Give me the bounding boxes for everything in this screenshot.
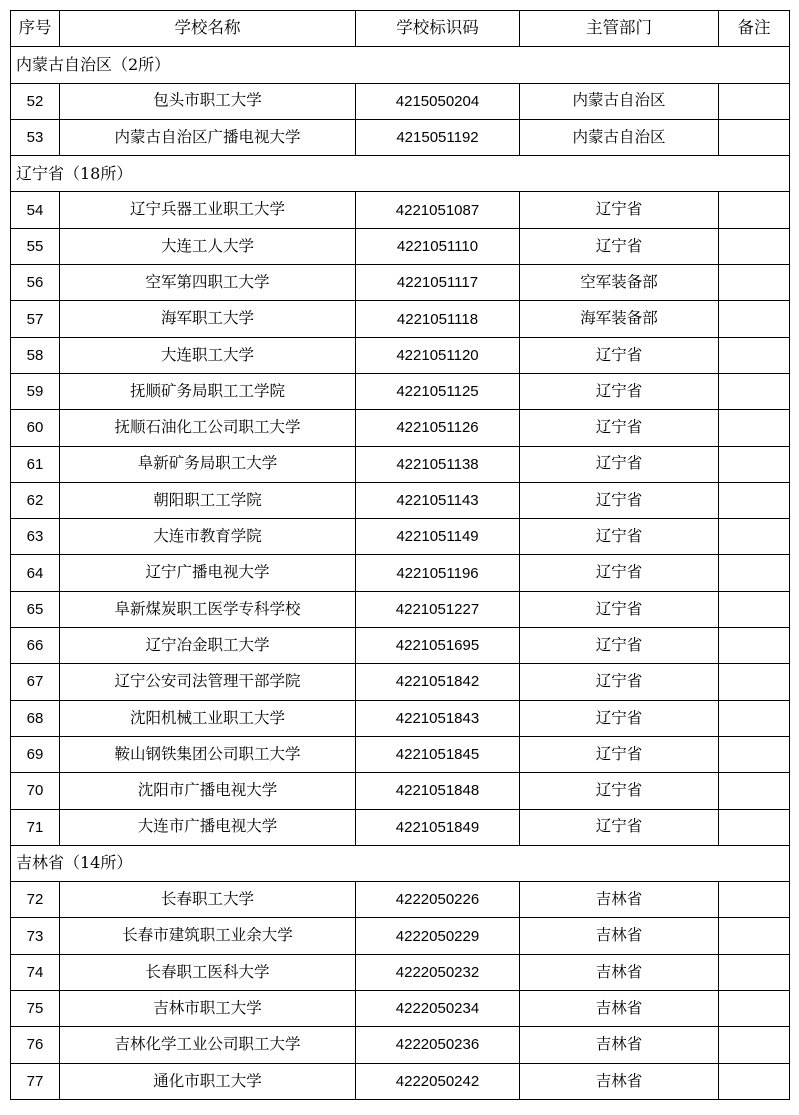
header-note: 备注 [719, 11, 790, 47]
cell-seq: 63 [11, 519, 60, 555]
table-row [11, 555, 790, 591]
cell-school-name: 大连职工大学 [60, 337, 356, 373]
cell-school-code: 4221051125 [356, 373, 520, 409]
table-body [11, 47, 790, 1100]
header-row [11, 11, 790, 47]
cell-department: 吉林省 [520, 918, 719, 954]
cell-note [719, 301, 790, 337]
cell-school-name: 长春职工医科大学 [60, 954, 356, 990]
table-row [11, 83, 790, 119]
cell-school-name: 大连工人大学 [60, 228, 356, 264]
table-row [11, 882, 790, 918]
group-row [11, 156, 790, 192]
cell-department: 空军装备部 [520, 265, 719, 301]
cell-school-name: 阜新矿务局职工大学 [60, 446, 356, 482]
table-row [11, 228, 790, 264]
cell-department: 吉林省 [520, 991, 719, 1027]
cell-note [719, 628, 790, 664]
cell-school-code: 4221051849 [356, 809, 520, 845]
cell-school-name: 鞍山钢铁集团公司职工大学 [60, 736, 356, 772]
cell-school-code: 4222050234 [356, 991, 520, 1027]
header-department: 主管部门 [520, 11, 719, 47]
cell-department: 辽宁省 [520, 628, 719, 664]
cell-school-code: 4215050204 [356, 83, 520, 119]
cell-school-name: 沈阳市广播电视大学 [60, 773, 356, 809]
cell-department: 辽宁省 [520, 773, 719, 809]
cell-seq: 67 [11, 664, 60, 700]
cell-school-code: 4221051120 [356, 337, 520, 373]
cell-school-name: 吉林化学工业公司职工大学 [60, 1027, 356, 1063]
cell-school-name: 辽宁公安司法管理干部学院 [60, 664, 356, 700]
cell-seq: 76 [11, 1027, 60, 1063]
cell-school-name: 吉林市职工大学 [60, 991, 356, 1027]
cell-school-code: 4221051843 [356, 700, 520, 736]
cell-note [719, 410, 790, 446]
cell-department: 吉林省 [520, 1063, 719, 1099]
table-row [11, 192, 790, 228]
cell-note [719, 482, 790, 518]
cell-department: 海军装备部 [520, 301, 719, 337]
cell-note [719, 664, 790, 700]
cell-school-code: 4221051227 [356, 591, 520, 627]
cell-note [719, 119, 790, 155]
table-row [11, 628, 790, 664]
cell-school-name: 大连市广播电视大学 [60, 809, 356, 845]
cell-school-name: 辽宁冶金职工大学 [60, 628, 356, 664]
cell-seq: 65 [11, 591, 60, 627]
cell-department: 辽宁省 [520, 664, 719, 700]
cell-seq: 60 [11, 410, 60, 446]
table-row [11, 482, 790, 518]
cell-note [719, 192, 790, 228]
table-row [11, 301, 790, 337]
table-row [11, 446, 790, 482]
cell-seq: 59 [11, 373, 60, 409]
cell-note [719, 1027, 790, 1063]
cell-department: 辽宁省 [520, 809, 719, 845]
table-row [11, 773, 790, 809]
header-seq: 序号 [11, 11, 60, 47]
cell-seq: 57 [11, 301, 60, 337]
cell-seq: 61 [11, 446, 60, 482]
table-row [11, 809, 790, 845]
cell-note [719, 265, 790, 301]
cell-school-name: 长春市建筑职工业余大学 [60, 918, 356, 954]
cell-seq: 77 [11, 1063, 60, 1099]
cell-school-code: 4221051110 [356, 228, 520, 264]
cell-seq: 71 [11, 809, 60, 845]
cell-school-code: 4215051192 [356, 119, 520, 155]
cell-seq: 56 [11, 265, 60, 301]
cell-department: 辽宁省 [520, 555, 719, 591]
cell-note [719, 555, 790, 591]
table-row [11, 410, 790, 446]
table-row [11, 991, 790, 1027]
cell-school-name: 朝阳职工工学院 [60, 482, 356, 518]
cell-school-code: 4221051138 [356, 446, 520, 482]
cell-department: 辽宁省 [520, 736, 719, 772]
header-school-name: 学校名称 [60, 11, 356, 47]
cell-note [719, 446, 790, 482]
table-row [11, 265, 790, 301]
cell-school-code: 4221051149 [356, 519, 520, 555]
cell-school-name: 辽宁兵器工业职工大学 [60, 192, 356, 228]
group-title: 吉林省（14所） [11, 845, 790, 881]
cell-note [719, 591, 790, 627]
cell-school-code: 4222050229 [356, 918, 520, 954]
cell-school-name: 阜新煤炭职工医学专科学校 [60, 591, 356, 627]
cell-school-name: 海军职工大学 [60, 301, 356, 337]
cell-department: 辽宁省 [520, 228, 719, 264]
table-row [11, 373, 790, 409]
cell-school-name: 大连市教育学院 [60, 519, 356, 555]
cell-school-code: 4222050242 [356, 1063, 520, 1099]
cell-school-name: 辽宁广播电视大学 [60, 555, 356, 591]
cell-school-name: 通化市职工大学 [60, 1063, 356, 1099]
cell-seq: 64 [11, 555, 60, 591]
cell-department: 辽宁省 [520, 700, 719, 736]
cell-seq: 73 [11, 918, 60, 954]
cell-note [719, 337, 790, 373]
group-row [11, 47, 790, 83]
cell-department: 辽宁省 [520, 482, 719, 518]
cell-school-code: 4222050236 [356, 1027, 520, 1063]
table-row [11, 700, 790, 736]
table-row [11, 954, 790, 990]
cell-school-code: 4221051695 [356, 628, 520, 664]
cell-note [719, 954, 790, 990]
table-row [11, 736, 790, 772]
table-row [11, 337, 790, 373]
cell-school-code: 4221051126 [356, 410, 520, 446]
cell-school-name: 抚顺矿务局职工工学院 [60, 373, 356, 409]
school-list-table [10, 10, 790, 1100]
cell-note [719, 991, 790, 1027]
cell-school-code: 4221051118 [356, 301, 520, 337]
cell-department: 辽宁省 [520, 519, 719, 555]
cell-department: 辽宁省 [520, 446, 719, 482]
cell-school-name: 空军第四职工大学 [60, 265, 356, 301]
cell-seq: 74 [11, 954, 60, 990]
group-row [11, 845, 790, 881]
cell-school-name: 抚顺石油化工公司职工大学 [60, 410, 356, 446]
cell-seq: 66 [11, 628, 60, 664]
header-school-code: 学校标识码 [356, 11, 520, 47]
cell-note [719, 83, 790, 119]
group-title: 辽宁省（18所） [11, 156, 790, 192]
cell-note [719, 228, 790, 264]
cell-department: 辽宁省 [520, 192, 719, 228]
cell-note [719, 809, 790, 845]
cell-note [719, 882, 790, 918]
cell-seq: 52 [11, 83, 60, 119]
cell-school-code: 4222050226 [356, 882, 520, 918]
cell-seq: 62 [11, 482, 60, 518]
cell-seq: 54 [11, 192, 60, 228]
cell-department: 辽宁省 [520, 373, 719, 409]
table-row [11, 664, 790, 700]
cell-department: 辽宁省 [520, 337, 719, 373]
cell-seq: 55 [11, 228, 60, 264]
cell-seq: 53 [11, 119, 60, 155]
cell-note [719, 736, 790, 772]
cell-department: 内蒙古自治区 [520, 119, 719, 155]
cell-school-code: 4221051087 [356, 192, 520, 228]
cell-note [719, 519, 790, 555]
cell-school-code: 4221051196 [356, 555, 520, 591]
cell-seq: 70 [11, 773, 60, 809]
cell-note [719, 1063, 790, 1099]
cell-department: 辽宁省 [520, 410, 719, 446]
cell-school-name: 沈阳机械工业职工大学 [60, 700, 356, 736]
table-row [11, 1027, 790, 1063]
cell-school-code: 4221051848 [356, 773, 520, 809]
cell-seq: 72 [11, 882, 60, 918]
table-row [11, 591, 790, 627]
cell-seq: 75 [11, 991, 60, 1027]
cell-department: 吉林省 [520, 1027, 719, 1063]
group-title: 内蒙古自治区（2所） [11, 47, 790, 83]
cell-school-code: 4221051117 [356, 265, 520, 301]
table-row [11, 119, 790, 155]
cell-seq: 58 [11, 337, 60, 373]
cell-note [719, 773, 790, 809]
cell-department: 吉林省 [520, 954, 719, 990]
table-row [11, 918, 790, 954]
cell-school-code: 4222050232 [356, 954, 520, 990]
cell-school-name: 内蒙古自治区广播电视大学 [60, 119, 356, 155]
cell-department: 吉林省 [520, 882, 719, 918]
cell-seq: 68 [11, 700, 60, 736]
cell-seq: 69 [11, 736, 60, 772]
cell-department: 内蒙古自治区 [520, 83, 719, 119]
table-row [11, 519, 790, 555]
cell-school-code: 4221051842 [356, 664, 520, 700]
cell-school-name: 包头市职工大学 [60, 83, 356, 119]
cell-department: 辽宁省 [520, 591, 719, 627]
cell-school-code: 4221051845 [356, 736, 520, 772]
cell-note [719, 700, 790, 736]
cell-note [719, 373, 790, 409]
cell-school-name: 长春职工大学 [60, 882, 356, 918]
table-row [11, 1063, 790, 1099]
cell-school-code: 4221051143 [356, 482, 520, 518]
cell-note [719, 918, 790, 954]
